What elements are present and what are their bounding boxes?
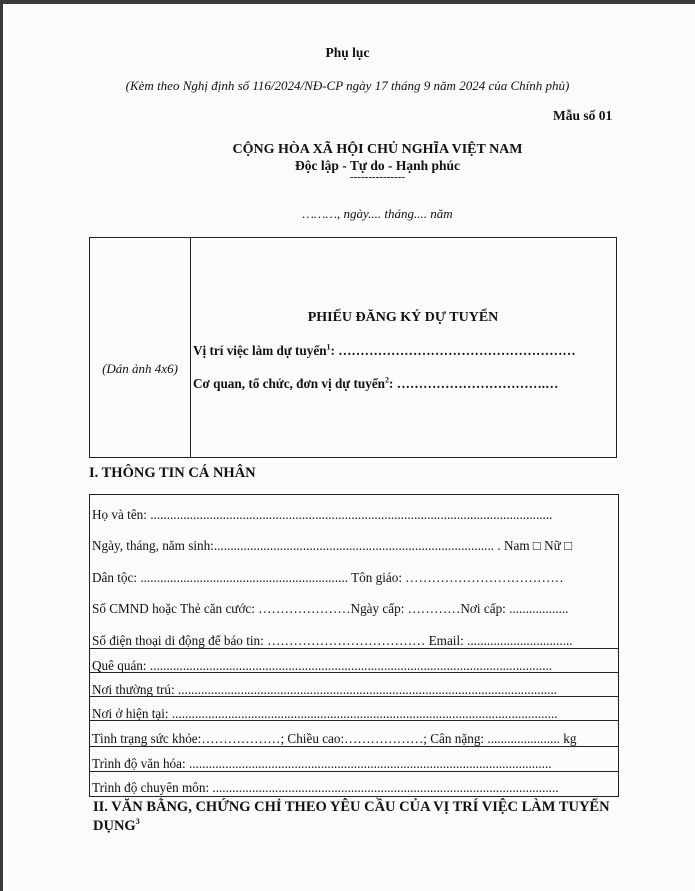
ethnicity-religion-field[interactable]: Dân tộc: ............................................................... Tôn giáo: ……………………………… [92, 570, 564, 585]
health-height-weight-field[interactable]: Tình trạng sức khỏe:………………; Chiều cao:………………; Cân nặng: ...................... kg [92, 731, 577, 746]
date-line: ………, ngày.... tháng.... năm [302, 206, 453, 221]
motto-rule: --------------- [350, 171, 405, 183]
position-field[interactable] [193, 343, 576, 359]
hometown-field[interactable]: Quê quán: .......................................................................................................................... [92, 658, 553, 673]
section-2-heading-tail: DỤNG [93, 818, 136, 834]
footnote-1: 1 [326, 342, 331, 352]
section-1-heading: I. THÔNG TIN CÁ NHÂN [89, 465, 256, 481]
photo-placeholder-label: (Dán ảnh 4x6) [102, 361, 178, 376]
id-card-field[interactable]: Số CMND hoặc Thẻ căn cước: …………………Ngày cấp: …………Nơi cấp: .................. [92, 601, 569, 616]
form-title: PHIẾU ĐĂNG KÝ DỰ TUYỂN [307, 310, 499, 325]
phone-email-field[interactable]: Số điện thoại di động để báo tin: ……………………………… Email: ................................ [92, 633, 573, 648]
section-2-heading-line-1: II. VĂN BẰNG, CHỨNG CHỈ THEO YÊU CẦU CỦA VỊ TRÍ VIỆC LÀM TUYỂN [93, 799, 610, 815]
appendix-title: Phụ lục [325, 45, 370, 60]
full-name-field[interactable]: Họ và tên: .......................................................................................................................... [92, 507, 553, 522]
education-level-field[interactable]: Trình độ văn hóa: .............................................................................................................. [92, 756, 552, 771]
form-number: Mẫu số 01 [553, 108, 613, 123]
national-motto: Độc lập - Tự do - Hạnh phúc [294, 158, 461, 173]
agency-label: Cơ quan, tổ chức, đơn vị dự tuyển [193, 376, 386, 391]
section-2-heading-line-2 [93, 818, 140, 835]
footnote-2: 2 [385, 375, 390, 385]
position-blank: : ……………………………………………… [330, 343, 576, 358]
permanent-address-field[interactable]: Nơi thường trú: ................................................................................................................... [92, 682, 558, 697]
agency-blank: : …………………………….… [389, 376, 559, 391]
professional-level-field[interactable]: Trình độ chuyên môn: ......................................................................................................... [92, 780, 559, 795]
photo-divider [190, 237, 191, 457]
footnote-3: 3 [135, 817, 140, 827]
country-name: CỘNG HÒA XÃ HỘI CHỦ NGHĨA VIỆT NAM [232, 142, 523, 157]
current-address-field[interactable]: Nơi ở hiện tại: ..................................................................................................................... [92, 706, 558, 721]
birth-date-gender-field[interactable]: Ngày, tháng, năm sinh:..................................................................................... . Nam □ Nữ □ [92, 538, 573, 553]
position-label: Vị trí việc làm dự tuyển [193, 343, 327, 358]
agency-field[interactable] [193, 376, 558, 392]
decree-note: (Kèm theo Nghị định số 116/2024/NĐ-CP ngày 17 tháng 9 năm 2024 của Chính phủ) [125, 78, 570, 93]
